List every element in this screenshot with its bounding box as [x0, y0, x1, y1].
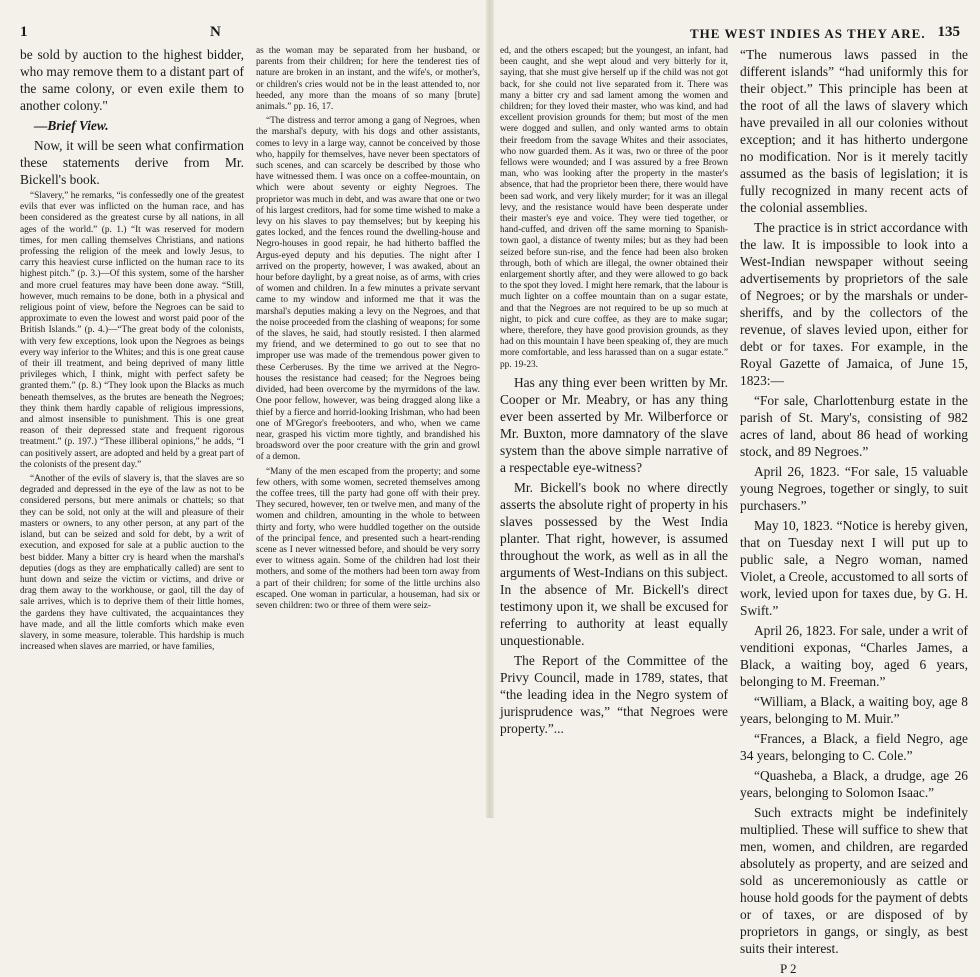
signature-mark: P 2 — [780, 961, 797, 976]
paragraph: Mr. Bickell's book no where directly asserts the absolute right of property in his slaves possessed by the West India planter. That right, however, is assumed throughout the work, as well as in all the arguments of West-Indians on this subject. In the absence of Mr. Bickell's direct testimony upon it, we shall be excused for referring to authority at least equally unquestionable. — [500, 479, 728, 648]
right-column-1 — [500, 46, 728, 977]
left-column-2 — [256, 46, 480, 656]
right-col1-quote — [500, 46, 728, 371]
quote-paragraph: “Another of the evils of slavery is, that the slaves are so degraded and depressed in the eye of the law as not to be considered persons, but mere animals or chattels; so that they can be sold, not only at the will and pleasure of their masters or owners, to any other person, at any part of the island, but can be seized and sold for debt, by a writ of execution, and exposed for sale at a public auction to the best bidder. Many a bitter cry is heard when the marshal's deputies (dogs as they are emphatically called) are sent to hunt down and seize the victim or victims, and drive or drag them away to the workhouse, or gaol, till the day of sale arrives, which is to deprive them of their little homes, the gardens they have cultivated, the acquaintances they have made, and all the little comforts which make even slavery, in some measure, tolerable. This hardship is much increased when slaves are married, or have families, — [20, 474, 244, 653]
left-page-header — [20, 24, 480, 46]
right-columns — [500, 46, 968, 977]
paragraph: The Report of the Committee of the Privy Council, made in 1789, states, that “the leading idea in the Negro system of jurisprudence was,” “that Negroes were property.”... — [500, 652, 728, 736]
advertisement: “Quasheba, a Black, a drudge, age 26 years, belonging to Solomon Isaac.” — [740, 768, 968, 800]
quote-paragraph: “Many of the men escaped from the property; and some few others, with some women, secreted themselves among the coffee trees, till the party had gone off with their prey. They secured, however, ten or twelve men, and many of the women and children, amounting in the whole to between thirty and forty, who were huddled together on the outside of the principal fence, and presented such a heart-rending scene as I never witnessed before, and should be very sorry ever to witness again. Some of the children had lost their mothers, and some of the mothers had been torn away from a part of their children; for some of the little urchins also escaped. One woman in particular, a houseman, had six or seven children: two or three of them were seiz- — [256, 466, 480, 611]
left-page — [0, 0, 490, 818]
paragraph: The practice is in strict accordance with the law. It is impossible to look into a West-Indian newspaper without seeing advertisements by proprietors of the sale of Negroes; or by the marshals or under-sheriffs, and by the collectors of the revenue, of slaves levied upon, either for debt or for taxes. For example, in the Royal Gazette of Jamaica, of June 15, 1823:— — [740, 220, 968, 388]
left-columns — [20, 46, 480, 656]
quote-paragraph: ed, and the others escaped; but the youngest, an infant, had been caught, and she wept aloud and very bitterly for it, saying, that she must give herself up if the child was not got back, for she could not live separated from it. There was many a bitter cry and sad lament among the women and children; for they loved their master, who was kind, and had excellent provision grounds for them; but most of the men were dogged and sullen, and only wanted arms to obtain their freedom from the savage Whites and their associates, who now guarded them. As it was, two or three of the poor fellows were wounded; and I was assured by a free Brown man, who was looking after the property in the master's absence, that had the proprietor been there, there would have been sad work, and very likely murder; for it was an illegal levy, and the resistance would have been desperate under their master's eye and voice. They were tied together, or hand-cuffed, and driven off the same morning to Spanish-town gaol, a distance of twenty miles; but as they had been seized before sun-rise, and the fence had been also broken through, both of which are illegal, the owner obtained their enlargement shortly after, and they were allowed to go back to the spot they loved. I might here remark, that the labour is much lighter on a coffee mountain than on a sugar estate, and that the Negroes are not required to be up so much at night, to pick and cure coffee, as they are to make sugar; where, therefore, they have good provision grounds, as they had on this mountain I have been speaking of, they are much more comfortable, and less harassed than on a sugar estate.” pp. 19-23. — [500, 46, 728, 370]
paragraph: Now, it will be seen what confirmation these statements derive from Mr. Bickell's book. — [20, 138, 244, 187]
quote-paragraph: “The distress and terror among a gang of Negroes, when the marshal's deputy, with his dogs and other assistants, comes to levy in a large way, cannot be conceived by those who, happily for themselves, have never been spectators of such scenes, and can scarcely be described by those who have witnessed them. I was once on a coffee-mountain, on which were about seventy or eighty Negroes. The proprietor was much in debt, and was aware that one or two of his largest creditors, had for some time wished to make a levy on his slaves to pay themselves; but by keeping his gates locked, and the fences round the dwelling-house and Negro-houses in good repair, he had hitherto baffled the Argus-eyed deputy and his deputies. The night after I arrived on the property, however, I was awaked, about an hour before daylight, by a great noise, as of arms, with cries of women and children. In a few minutes a private servant came to my window and informed me that it was the marshal's deputies making a levy on the Negroes, and that the noise proceeded from the clashing of weapons; for some of the slaves, he said, had stoutly resisted. I then alarmed my friend, and we determined to go out to see that no improper use was made of the tremendous power given to these Cerberuses. By the time we arrived at the Negro-houses the resistance had ceased; for the Negroes being divided, had been overcome by the myrmidons of the law. One poor fellow, however, was being dragged along like a thief by a fierce and horrid-looking Irishman, who had been one of M'Gregor's freebooters, and who, when we came near, grasped his victim more tightly, and brandished his broadsword over the poor creature with the grin and growl of a demon. — [256, 116, 480, 463]
advertisement: “For sale, Charlottenburg estate in the parish of St. Mary's, consisting of 982 acres of land, about 86 head of working stock, and 89 Negroes.” — [740, 393, 968, 459]
advertisement: April 26, 1823. “For sale, 15 valuable young Negroes, together or singly, to suit purchasers.” — [740, 464, 968, 513]
left-page-number: 1 — [20, 24, 28, 40]
left-col1-quote — [20, 191, 244, 653]
left-header-mark: N — [210, 24, 221, 40]
right-page-number: 135 — [937, 24, 960, 40]
right-page — [490, 0, 980, 976]
right-column-2 — [740, 46, 968, 977]
right-page-header — [500, 24, 968, 46]
advertisement: May 10, 1823. “Notice is hereby given, that on Tuesday next I will put up to public sale, a Negro woman, named Violet, a Creole, accustomed to all sorts of work, levied upon for taxes due, by G. H. Swift.” — [740, 518, 968, 618]
advertisement: “William, a Black, a waiting boy, age 8 years, belonging to M. Muir.” — [740, 694, 968, 726]
advertisement: “Frances, a Black, a field Negro, age 34 years, belonging to C. Cole.” — [740, 731, 968, 763]
paragraph: Has any thing ever been written by Mr. Cooper or Mr. Meabry, or has any thing ever been asserted by Mr. Wilberforce or Mr. Buxton, more damnatory of the slave system than the above simple narrative of a respectable eye-witness? — [500, 374, 728, 475]
left-col1-intro — [20, 46, 244, 188]
left-column-1 — [20, 46, 244, 656]
paragraph: Such extracts might be indefinitely multiplied. These will suffice to shew that men, women, and children, are regarded absolutely as property, and are seized and sold as unceremoniously as cattle or house hold goods for the payment of debts or of taxes, or are disposed of by proprietors in gangs, or singly, as best suits their interest. — [740, 805, 968, 956]
source-citation: —Brief View. — [34, 118, 109, 133]
quote-paragraph: “Slavery,” he remarks, “is confessedly one of the greatest evils that ever was inflicted on the human race, and has been considered as the greatest curse by all nations, in all ages of the world.” (p. 1.) “It was reserved for modern times, for men calling themselves Christians, and nations professing the religion of the meek and lowly Jesus, to carry this heaviest curse inflicted on the human race to its highest pitch.” (p. 3.)—Of this system, some of the harsher and more cruel features may have been done away. “Still, however, much remains to be done, both in a physical and religious point of view, before the Negroes can be said to approximate to even the lowest and worst paid poor of the British Islands.” (p. 4.)—“The great body of the colonists, with very few exceptions, look upon the Negroes as beings every way inferior to the Whites; and this is one great cause of their ill treatment, and being deprived of many little privileges which, I think, might with perfect safety be granted them.” (p. 8.) “They look upon the Blacks as much beneath themselves, as the brutes are beneath the Negroes; they think them hardly capable of religious impressions, and almost insensible to punishment. This is one great reason of their depressed state and frequent rigorous treatment.” (p. 197.) “These illiberal opinions,” he adds, “I can positively assert, are adopted and held by a great part of the colonists of the present day.” — [20, 191, 244, 470]
quote-paragraph: as the woman may be separated from her husband, or parents from their children; for here the tenderest ties of nature are broken in an instant, and the wife's, or mother's, or children's cries would not be in the least attended to, nor heeded, any more than the moans of so many [brute] animals.” pp. 16, 17. — [256, 46, 480, 113]
paragraph: be sold by auction to the highest bidder, who may remove them to a distant part of the same colony, or even exile them to another colony." — [20, 47, 244, 113]
advertisement: April 26, 1823. For sale, under a writ of venditioni exponas, “Charles James, a Black, a waiting boy, aged 6 years, belonging to M. Freeman.” — [740, 623, 968, 689]
paragraph: “The numerous laws passed in the different islands” “had uniformly this for their object.” This principle has been at the root of all the laws of slavery which have prevailed in all our colonies without exception; and it has hitherto undergone no modification. Nor is it merely tacitly assumed as the basis of legislation; it is fully recognized in many recent acts of the colonial assemblies. — [740, 47, 968, 215]
right-col1-body — [500, 374, 728, 737]
running-title: THE WEST INDIES AS THEY ARE. — [690, 26, 926, 41]
